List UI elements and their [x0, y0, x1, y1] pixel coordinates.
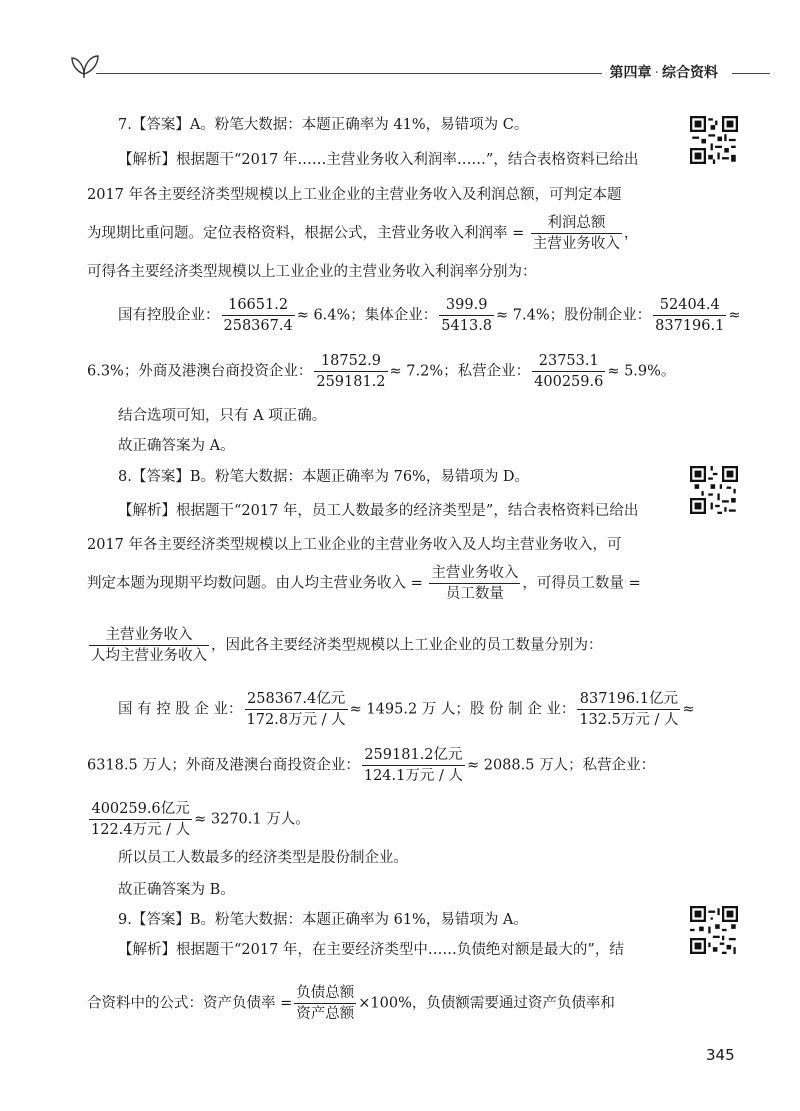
q8-analysis-line-4 [87, 626, 603, 665]
q8-calc-numerator: 400259.6亿元 [91, 801, 190, 817]
q7-calc-result: ≈ 6.4%；集体企业： [296, 307, 438, 324]
q7-analysis-comma: ， [623, 225, 639, 242]
q8-calc-fraction-3 [362, 746, 465, 785]
q7-calc-denominator: 5413.8 [439, 315, 494, 335]
q7-calc-numerator: 52404.4 [659, 297, 720, 313]
q8-formula-fraction-2 [89, 626, 209, 665]
q8-formula-numerator: 主营业务收入 [431, 565, 519, 581]
q7-calc-fraction-1 [222, 296, 295, 335]
q8-calc-line-1 [118, 690, 695, 729]
q8-calc-numerator: 837196.1亿元 [579, 691, 678, 707]
q8-formula-denominator: 人均主营业务收入 [89, 645, 209, 665]
section-label: 综合资料 [662, 65, 718, 81]
q7-calc-result: 6.3%；外商及港澳台商投资企业： [87, 363, 313, 380]
q7-calc-numerator: 23753.1 [538, 353, 599, 369]
q9-answer-line: 9.【答案】B。粉笔大数据：本题正确率为 61%，易错项为 A。 [118, 912, 528, 928]
q8-calc-line-2 [87, 746, 655, 785]
q7-calc-denominator: 837196.1 [653, 315, 726, 335]
q8-analysis-text: ，可得员工数量 = [522, 575, 641, 592]
q7-calc-numerator: 399.9 [445, 297, 488, 313]
q9-formula-fraction [294, 984, 356, 1023]
q7-conclusion-2: 故正确答案为 A。 [118, 438, 235, 454]
q7-calc-line-1 [118, 296, 741, 335]
q7-formula-numerator: 利润总额 [547, 215, 606, 231]
q9-analysis-text: ×100%，负债额需要通过资产负债率和 [358, 995, 615, 1012]
q8-calc-result: 6318.5 万人；外商及港澳台商投资企业： [87, 757, 360, 774]
q7-calc-label: 国有控股企业： [118, 307, 220, 324]
page-number: 345 [706, 1046, 735, 1064]
q7-calc-line-2 [87, 352, 675, 391]
q8-calc-denominator: 122.4万元 / 人 [89, 819, 192, 839]
q8-analysis-line-1: 【解析】根据题干“2017 年，员工人数最多的经济类型是”，结合表格资料已给出 [118, 503, 639, 519]
q8-calc-approx: ≈ [682, 701, 695, 718]
q8-formula-numerator: 主营业务收入 [105, 627, 193, 643]
chapter-title [602, 62, 726, 82]
q7-calc-fraction-2 [439, 296, 494, 335]
q8-calc-result: ≈ 1495.2 万 人；股 份 制 企 业： [349, 701, 576, 718]
q9-analysis-line-2 [87, 984, 615, 1023]
header-rule-end [732, 73, 770, 74]
q7-analysis-line-4: 可得各主要经济类型规模以上工业企业的主营业务收入利润率分别为： [87, 264, 537, 280]
chapter-separator: · [654, 65, 659, 81]
q8-calc-result: ≈ 2088.5 万人；私营企业： [466, 757, 656, 774]
q7-calc-fraction-3 [653, 296, 726, 335]
q9-analysis-text: 合资料中的公式：资产负债率 = [87, 995, 293, 1012]
q7-analysis-line-3 [87, 214, 638, 253]
qr-code-icon [690, 116, 738, 164]
q8-calc-label: 国 有 控 股 企 业： [118, 701, 243, 718]
q8-formula-denominator: 员工数量 [429, 583, 520, 603]
q9-formula-numerator: 负债总额 [296, 985, 355, 1001]
q7-analysis-text: 为现期比重问题。定位表格资料，根据公式，主营业务收入利润率 = [87, 225, 525, 242]
qr-code-icon [690, 466, 738, 514]
leaf-icon [70, 52, 100, 78]
q8-conclusion-2: 故正确答案为 B。 [118, 882, 235, 898]
q7-calc-fraction-4 [314, 352, 387, 391]
q7-calc-result: ≈ 7.4%；股份制企业： [496, 307, 652, 324]
q8-calc-result: ≈ 3270.1 万人。 [194, 811, 310, 828]
q7-formula-denominator: 主营业务收入 [531, 233, 622, 253]
q9-formula-denominator: 资产总额 [294, 1003, 356, 1023]
q7-calc-denominator: 258367.4 [222, 315, 295, 335]
q8-calc-denominator: 172.8万元 / 人 [245, 709, 348, 729]
q7-calc-numerator: 16651.2 [228, 297, 289, 313]
chapter-label: 第四章 [609, 65, 652, 81]
q7-calc-fraction-5 [532, 352, 605, 391]
q7-formula-fraction [531, 214, 622, 253]
q7-calc-denominator: 400259.6 [532, 371, 605, 391]
q7-calc-denominator: 259181.2 [314, 371, 387, 391]
q8-calc-line-3 [87, 800, 310, 839]
q8-answer-line: 8.【答案】B。粉笔大数据：本题正确率为 76%，易错项为 D。 [118, 469, 530, 485]
q9-analysis-line-1: 【解析】根据题干“2017 年，在主要经济类型中……负债绝对额是最大的”，结 [118, 942, 624, 958]
q8-analysis-text: 判定本题为现期平均数问题。由人均主营业务收入 = [87, 575, 423, 592]
q7-calc-result: ≈ 7.2%；私营企业： [389, 363, 531, 380]
q8-calc-denominator: 124.1万元 / 人 [362, 765, 465, 785]
q7-conclusion-1: 结合选项可知，只有 A 项正确。 [118, 408, 327, 424]
q7-answer-line: 7.【答案】A。粉笔大数据：本题正确率为 41%，易错项为 C。 [118, 117, 529, 133]
q7-analysis-line-2: 2017 年各主要经济类型规模以上工业企业的主营业务收入及利润总额，可判定本题 [87, 187, 622, 203]
q8-calc-fraction-2 [577, 690, 680, 729]
q8-formula-fraction-1 [429, 564, 520, 603]
q8-analysis-line-2: 2017 年各主要经济类型规模以上工业企业的主营业务收入及人均主营业务收入，可 [87, 537, 622, 553]
q8-conclusion-1: 所以员工人数最多的经济类型是股份制企业。 [118, 850, 408, 866]
q8-analysis-text: ，因此各主要经济类型规模以上工业企业的员工数量分别为： [211, 637, 603, 654]
q8-calc-denominator: 132.5万元 / 人 [577, 709, 680, 729]
q7-analysis-line-1: 【解析】根据题干“2017 年……主营业务收入利润率……”，结合表格资料已给出 [118, 152, 639, 168]
q7-calc-result: ≈ 5.9%。 [607, 363, 676, 380]
q8-calc-fraction-1 [245, 690, 348, 729]
q8-calc-numerator: 259181.2亿元 [364, 747, 463, 763]
q7-calc-approx: ≈ [728, 307, 741, 324]
q8-calc-fraction-4 [89, 800, 192, 839]
q8-analysis-line-3 [87, 564, 641, 603]
q7-calc-numerator: 18752.9 [320, 353, 381, 369]
q8-calc-numerator: 258367.4亿元 [247, 691, 346, 707]
qr-code-icon [690, 906, 738, 954]
running-header [70, 50, 770, 90]
